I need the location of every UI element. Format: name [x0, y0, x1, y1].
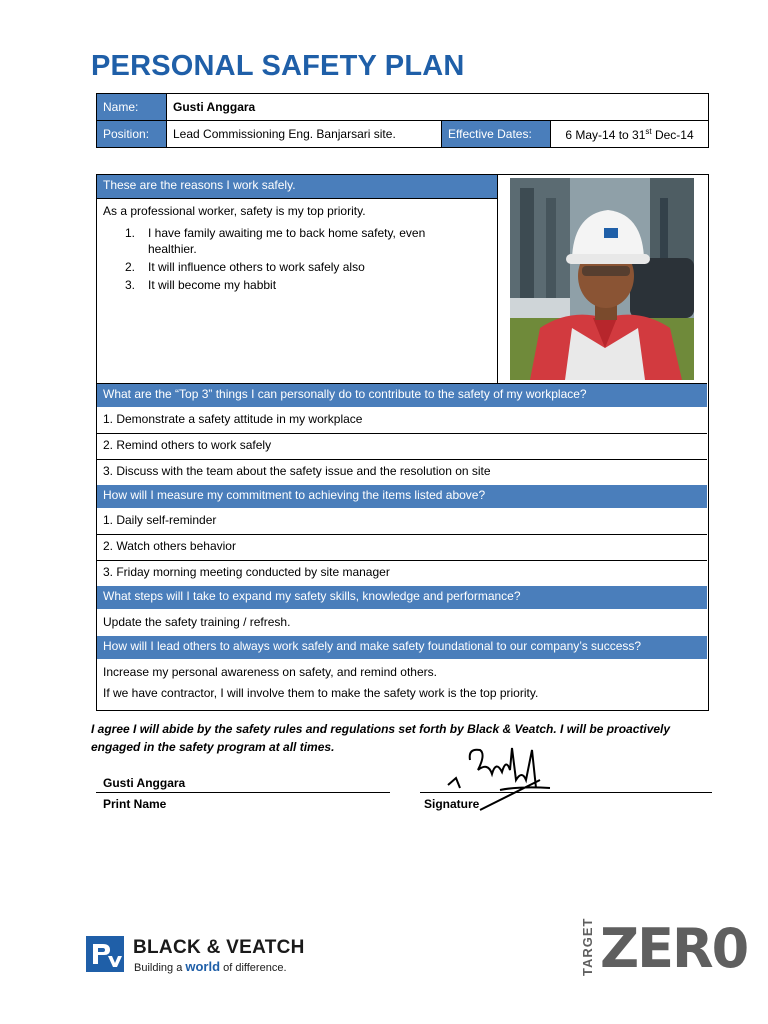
worker-photo: [510, 178, 694, 380]
top3-heading: What are the “Top 3” things I can personally do to contribute to the safety of my workplace?: [97, 384, 707, 407]
list-item: 3. It will become my habbit: [125, 278, 277, 292]
handwritten-signature: [440, 740, 560, 815]
expand-text: Update the safety training / refresh.: [103, 615, 291, 629]
agreement-text: I agree I will abide by the safety rules and regulations set forth by Black & Veatch. I will be proactively engaged in the safety program at all times.: [91, 722, 671, 754]
dates-label: Effective Dates:: [442, 121, 551, 148]
position-label: Position:: [97, 121, 167, 148]
reasons-heading-rule: [97, 198, 497, 199]
name-label: Name:: [97, 94, 167, 121]
lead-heading: How will I lead others to always work safely and make safety foundational to our company’s success?: [97, 636, 707, 659]
lead-line-2: If we have contractor, I will involve them to make the safety work is the top priority.: [103, 686, 539, 700]
measure-heading: How will I measure my commitment to achieving the items listed above?: [97, 485, 707, 508]
print-name-caption: Print Name: [103, 797, 167, 811]
reasons-heading: These are the reasons I work safely.: [97, 175, 497, 198]
target-zero-small: TARGET: [580, 917, 595, 976]
position-value: Lead Commissioning Eng. Banjarsari site.: [167, 121, 442, 148]
reasons-intro: As a professional worker, safety is my top priority.: [103, 204, 366, 218]
dates-value: 6 May-14 to 31st Dec-14: [551, 121, 709, 148]
measure-item-1: 1. Daily self-reminder: [103, 513, 217, 527]
page-title: PERSONAL SAFETY PLAN: [91, 50, 465, 82]
signature-caption: Signature: [424, 797, 480, 811]
target-zero-logo: ZER0: [600, 917, 748, 980]
bv-tagline: Building a world of difference.: [134, 959, 287, 974]
measure-item-2: 2. Watch others behavior: [103, 539, 236, 553]
top3-item-3: 3. Discuss with the team about the safety issue and the resolution on site: [103, 464, 491, 478]
printed-name: Gusti Anggara: [103, 776, 186, 790]
top3-item-1: 1. Demonstrate a safety attitude in my workplace: [103, 412, 363, 426]
lead-line-1: Increase my personal awareness on safety, and remind others.: [103, 665, 437, 679]
bv-logo-mark: [86, 936, 124, 972]
header-table: [96, 93, 709, 148]
name-value: Gusti Anggara: [167, 94, 709, 121]
bv-company-name: BLACK & VEATCH: [133, 937, 305, 958]
print-name-line: [96, 792, 390, 793]
expand-heading: What steps will I take to expand my safety skills, knowledge and performance?: [97, 586, 707, 609]
reasons-list: [125, 225, 465, 293]
top3-item-2: 2. Remind others to work safely: [103, 438, 272, 452]
reasons-divider: [497, 175, 498, 383]
measure-item-3: 3. Friday morning meeting conducted by site manager: [103, 565, 390, 579]
list-item: 1. I have family awaiting me to back home safety, even healthier.: [125, 226, 426, 256]
list-item: 2. It will influence others to work safely also: [125, 260, 365, 274]
